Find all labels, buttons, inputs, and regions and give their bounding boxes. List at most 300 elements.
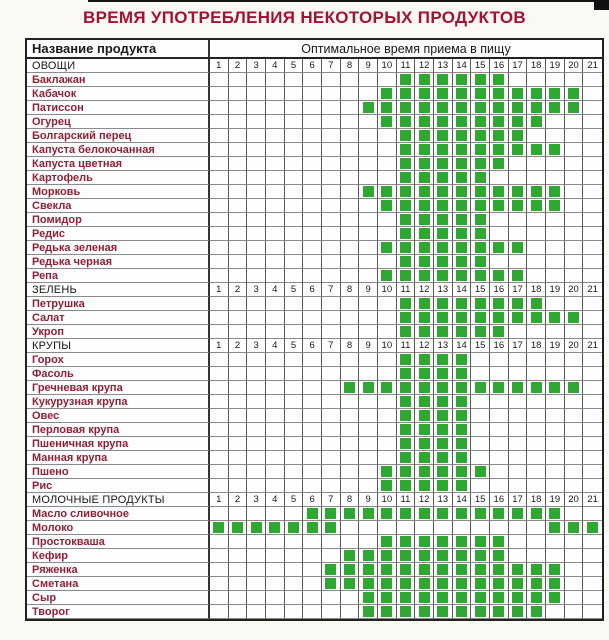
product-row <box>27 297 602 311</box>
hour-cell <box>285 381 304 395</box>
time-marker <box>475 592 486 603</box>
hour-cell <box>285 255 304 269</box>
product-name: Гречневая крупа <box>27 381 210 395</box>
hour-number-cell: 18 <box>527 283 546 297</box>
hour-cell <box>247 563 266 577</box>
hour-cell <box>583 115 602 129</box>
hour-cell <box>527 353 546 367</box>
hour-cell <box>266 87 285 101</box>
hour-cell <box>546 101 565 115</box>
hour-cell <box>247 199 266 213</box>
hour-cell <box>378 157 397 171</box>
hour-cell <box>266 605 285 619</box>
hour-cell <box>583 591 602 605</box>
hour-cell <box>229 381 248 395</box>
hour-cell <box>509 353 528 367</box>
hour-cell <box>490 605 509 619</box>
time-marker <box>400 172 411 183</box>
hour-cell <box>303 409 322 423</box>
hour-cell <box>471 157 490 171</box>
hour-cell <box>565 535 584 549</box>
time-marker <box>363 186 374 197</box>
hour-cell <box>453 311 472 325</box>
product-row <box>27 157 602 171</box>
table-header-row <box>27 40 602 59</box>
time-marker <box>437 480 448 491</box>
hour-cell <box>527 73 546 87</box>
hour-cell <box>397 381 416 395</box>
hour-cell <box>490 255 509 269</box>
hour-cell <box>210 199 229 213</box>
hour-cell <box>210 185 229 199</box>
product-row <box>27 409 602 423</box>
hour-cell <box>509 549 528 563</box>
hour-cell <box>471 367 490 381</box>
time-marker <box>381 88 392 99</box>
hour-cell <box>247 157 266 171</box>
time-marker <box>512 508 523 519</box>
hour-cell <box>341 521 360 535</box>
hour-cell <box>247 591 266 605</box>
hour-cell <box>285 171 304 185</box>
hour-cell <box>565 171 584 185</box>
time-marker <box>456 186 467 197</box>
hour-cell <box>434 381 453 395</box>
hour-cell <box>229 269 248 283</box>
hour-number-cell: 17 <box>509 339 528 353</box>
product-row <box>27 115 602 129</box>
hour-cell <box>490 213 509 227</box>
hour-cell <box>341 381 360 395</box>
products-table <box>25 38 604 621</box>
hour-cell <box>415 577 434 591</box>
hour-cell <box>415 255 434 269</box>
hour-cell <box>527 199 546 213</box>
hour-cell <box>490 549 509 563</box>
hour-number-cell: 15 <box>471 59 490 73</box>
hour-cell <box>247 185 266 199</box>
hour-cell <box>247 577 266 591</box>
hour-cell <box>546 577 565 591</box>
time-marker <box>437 144 448 155</box>
hour-cell <box>527 423 546 437</box>
hour-cell <box>471 395 490 409</box>
product-name: Репа <box>27 269 210 283</box>
hour-number-cell: 12 <box>415 493 434 507</box>
hour-cell <box>285 465 304 479</box>
hour-cell <box>453 423 472 437</box>
time-marker <box>363 592 374 603</box>
time-marker <box>419 354 430 365</box>
hour-cell <box>210 535 229 549</box>
hour-cell <box>415 269 434 283</box>
time-marker <box>419 130 430 141</box>
hour-cell <box>509 437 528 451</box>
hour-number-cell: 14 <box>453 493 472 507</box>
hour-cell <box>453 465 472 479</box>
hour-cell <box>322 591 341 605</box>
hour-number-cell: 13 <box>434 283 453 297</box>
hour-cell <box>322 199 341 213</box>
hour-cell <box>583 101 602 115</box>
hour-cell <box>434 101 453 115</box>
hour-cell <box>322 479 341 493</box>
time-marker <box>456 228 467 239</box>
hour-cell <box>378 143 397 157</box>
product-row <box>27 325 602 339</box>
hour-cell <box>471 143 490 157</box>
hour-cell <box>471 101 490 115</box>
time-marker <box>456 158 467 169</box>
hour-cell <box>247 465 266 479</box>
time-marker <box>400 354 411 365</box>
hour-cell <box>303 269 322 283</box>
hour-cell <box>378 437 397 451</box>
time-column-header: Оптимальное время приема в пищу <box>210 40 602 59</box>
hour-cell <box>378 185 397 199</box>
hour-cell <box>546 227 565 241</box>
hour-cell <box>453 73 472 87</box>
hour-cell <box>490 199 509 213</box>
hour-cell <box>546 311 565 325</box>
time-marker <box>419 368 430 379</box>
hour-cell <box>247 423 266 437</box>
hour-cell <box>229 297 248 311</box>
hour-cell <box>565 269 584 283</box>
hour-cell <box>210 73 229 87</box>
hour-cell <box>303 479 322 493</box>
product-row <box>27 437 602 451</box>
hour-cell <box>210 577 229 591</box>
hour-cell <box>229 367 248 381</box>
hour-cell <box>565 465 584 479</box>
hour-cell <box>397 563 416 577</box>
time-marker <box>325 578 336 589</box>
hour-cell <box>471 129 490 143</box>
hour-cell <box>397 171 416 185</box>
hour-cell <box>565 213 584 227</box>
hour-cell <box>341 115 360 129</box>
hour-cell <box>565 101 584 115</box>
time-marker <box>456 312 467 323</box>
hour-cell <box>565 129 584 143</box>
section-label: ОВОЩИ <box>27 59 210 73</box>
hour-cell <box>471 521 490 535</box>
hour-cell <box>322 521 341 535</box>
time-marker <box>400 186 411 197</box>
hour-cell <box>247 451 266 465</box>
hour-cell <box>415 199 434 213</box>
hour-number-cell: 6 <box>303 283 322 297</box>
time-marker <box>475 200 486 211</box>
hour-number-cell: 9 <box>359 283 378 297</box>
time-marker <box>437 564 448 575</box>
hour-cell <box>378 451 397 465</box>
hour-cell <box>527 157 546 171</box>
hour-cell <box>527 297 546 311</box>
time-marker <box>549 144 560 155</box>
hour-cell <box>583 465 602 479</box>
hour-cell <box>322 73 341 87</box>
hour-number-cell: 13 <box>434 493 453 507</box>
hour-cell <box>565 325 584 339</box>
hour-cell <box>210 129 229 143</box>
hour-cell <box>247 241 266 255</box>
hour-cell <box>527 381 546 395</box>
hour-number-cell: 15 <box>471 339 490 353</box>
hour-cell <box>397 157 416 171</box>
hour-cell <box>546 297 565 311</box>
hour-cell <box>229 129 248 143</box>
hour-cell <box>490 409 509 423</box>
hour-cell <box>359 353 378 367</box>
hour-cell <box>359 367 378 381</box>
time-marker <box>456 480 467 491</box>
hour-number-cell: 20 <box>565 283 584 297</box>
hour-cell <box>546 157 565 171</box>
product-row <box>27 605 602 619</box>
hour-cell <box>434 521 453 535</box>
hour-cell <box>341 241 360 255</box>
product-row <box>27 269 602 283</box>
time-marker <box>549 382 560 393</box>
hour-cell <box>359 577 378 591</box>
hour-cell <box>285 269 304 283</box>
hour-cell <box>490 129 509 143</box>
hour-number-cell: 21 <box>583 339 602 353</box>
hour-cell <box>546 269 565 283</box>
hour-number-cell: 7 <box>322 59 341 73</box>
hour-cell <box>247 227 266 241</box>
product-name: Горох <box>27 353 210 367</box>
hour-cell <box>471 577 490 591</box>
hour-cell <box>509 87 528 101</box>
hour-cell <box>247 535 266 549</box>
hour-cell <box>285 507 304 521</box>
time-marker <box>437 326 448 337</box>
hour-cell <box>415 563 434 577</box>
time-marker <box>475 564 486 575</box>
hour-cell <box>322 325 341 339</box>
hour-cell <box>378 199 397 213</box>
hour-cell <box>397 115 416 129</box>
hour-cell <box>229 507 248 521</box>
hour-cell <box>341 605 360 619</box>
hour-cell <box>490 311 509 325</box>
hour-cell <box>247 101 266 115</box>
hour-cell <box>583 507 602 521</box>
hour-cell <box>434 311 453 325</box>
hour-cell <box>583 143 602 157</box>
product-name: Овес <box>27 409 210 423</box>
time-marker <box>437 606 448 617</box>
hour-cell <box>490 563 509 577</box>
hour-cell <box>359 451 378 465</box>
hour-cell <box>285 605 304 619</box>
hour-cell <box>453 241 472 255</box>
hour-cell <box>303 311 322 325</box>
product-name: Патиссон <box>27 101 210 115</box>
hour-cell <box>583 479 602 493</box>
hour-cell <box>247 297 266 311</box>
time-marker <box>512 298 523 309</box>
hour-cell <box>397 101 416 115</box>
hour-cell <box>266 143 285 157</box>
time-marker <box>400 312 411 323</box>
hour-cell <box>378 367 397 381</box>
hour-cell <box>415 213 434 227</box>
hour-cell <box>471 465 490 479</box>
time-marker <box>456 200 467 211</box>
hour-cell <box>415 479 434 493</box>
hour-number-cell: 9 <box>359 493 378 507</box>
time-marker <box>493 536 504 547</box>
hour-number-cell: 10 <box>378 339 397 353</box>
hour-cell <box>359 591 378 605</box>
time-marker <box>456 354 467 365</box>
time-marker <box>549 508 560 519</box>
product-name: Огурец <box>27 115 210 129</box>
hour-cell <box>359 521 378 535</box>
hour-cell <box>210 241 229 255</box>
section-row <box>27 59 602 73</box>
hour-cell <box>434 87 453 101</box>
hour-cell <box>247 143 266 157</box>
hour-cell <box>266 479 285 493</box>
hour-cell <box>397 87 416 101</box>
hour-cell <box>341 437 360 451</box>
hour-number-cell: 4 <box>266 339 285 353</box>
hour-cell <box>546 241 565 255</box>
time-marker <box>437 424 448 435</box>
time-marker <box>512 130 523 141</box>
hour-cell <box>527 87 546 101</box>
hour-cell <box>378 535 397 549</box>
hour-cell <box>341 311 360 325</box>
hour-cell <box>397 325 416 339</box>
time-marker <box>400 466 411 477</box>
hour-cell <box>453 143 472 157</box>
hour-cell <box>397 423 416 437</box>
hour-cell <box>434 227 453 241</box>
hour-cell <box>285 311 304 325</box>
hour-cell <box>285 353 304 367</box>
hour-cell <box>565 437 584 451</box>
hour-cell <box>453 269 472 283</box>
time-marker <box>419 410 430 421</box>
time-marker <box>419 270 430 281</box>
hour-cell <box>509 297 528 311</box>
hour-cell <box>229 535 248 549</box>
hour-cell <box>341 255 360 269</box>
time-marker <box>400 508 411 519</box>
product-row <box>27 563 602 577</box>
time-marker <box>531 200 542 211</box>
hour-cell <box>341 269 360 283</box>
hour-cell <box>378 549 397 563</box>
hour-cell <box>527 465 546 479</box>
product-row <box>27 241 602 255</box>
hour-cell <box>285 563 304 577</box>
time-marker <box>437 270 448 281</box>
hour-cell <box>322 535 341 549</box>
time-marker <box>400 88 411 99</box>
hour-cell <box>378 577 397 591</box>
hour-cell <box>397 255 416 269</box>
hour-cell <box>210 213 229 227</box>
hour-number-cell: 20 <box>565 493 584 507</box>
time-marker <box>456 410 467 421</box>
time-marker <box>325 522 336 533</box>
hour-cell <box>285 451 304 465</box>
hour-cell <box>415 507 434 521</box>
hour-cell <box>322 157 341 171</box>
hour-cell <box>210 101 229 115</box>
product-row <box>27 451 602 465</box>
time-marker <box>475 536 486 547</box>
time-marker <box>456 578 467 589</box>
hour-cell <box>303 605 322 619</box>
hour-cell <box>341 353 360 367</box>
time-marker <box>400 270 411 281</box>
hour-cell <box>397 577 416 591</box>
hour-cell <box>359 115 378 129</box>
hour-cell <box>434 409 453 423</box>
product-row <box>27 255 602 269</box>
hour-cell <box>229 311 248 325</box>
hour-cell <box>415 381 434 395</box>
time-marker <box>437 172 448 183</box>
time-marker <box>531 382 542 393</box>
hour-cell <box>565 73 584 87</box>
hour-cell <box>434 171 453 185</box>
product-row <box>27 423 602 437</box>
hour-cell <box>266 185 285 199</box>
product-row <box>27 311 602 325</box>
time-marker <box>456 508 467 519</box>
hour-cell <box>397 185 416 199</box>
hour-cell <box>415 227 434 241</box>
hour-cell <box>453 157 472 171</box>
time-marker <box>493 326 504 337</box>
hour-cell <box>266 73 285 87</box>
hour-cell <box>229 73 248 87</box>
hour-cell <box>341 227 360 241</box>
time-marker <box>456 256 467 267</box>
hour-cell <box>490 507 509 521</box>
hour-cell <box>303 129 322 143</box>
hour-cell <box>303 591 322 605</box>
hour-cell <box>434 367 453 381</box>
hour-cell <box>397 269 416 283</box>
time-marker <box>419 200 430 211</box>
hour-cell <box>397 591 416 605</box>
hour-cell <box>415 241 434 255</box>
hour-number-cell: 14 <box>453 59 472 73</box>
time-marker <box>381 242 392 253</box>
hour-cell <box>359 381 378 395</box>
hour-cell <box>490 241 509 255</box>
hour-cell <box>471 87 490 101</box>
hour-cell <box>415 353 434 367</box>
hour-cell <box>378 395 397 409</box>
hour-cell <box>434 591 453 605</box>
time-marker <box>512 102 523 113</box>
hour-cell <box>583 213 602 227</box>
time-marker <box>381 116 392 127</box>
hour-cell <box>527 227 546 241</box>
hour-cell <box>266 115 285 129</box>
